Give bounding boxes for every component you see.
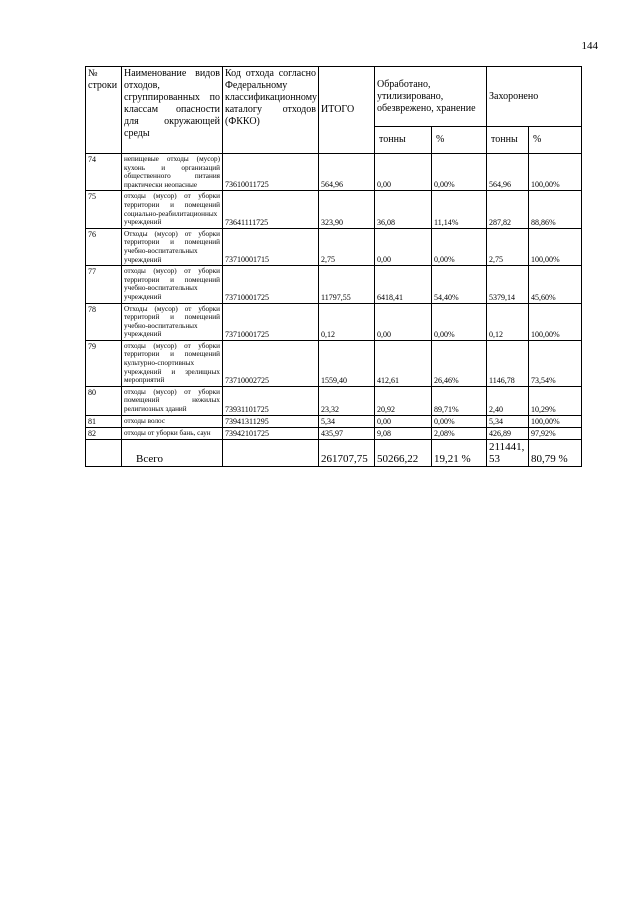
- waste-name: отходы (мусор) от уборки территории и помещений культурно-спортивных учреждений и зрелищных мероприятий: [122, 340, 223, 386]
- buried-tons: 287,82: [487, 191, 529, 228]
- processed-pct: 11,14%: [432, 191, 487, 228]
- buried-pct: 100,00%: [529, 154, 582, 191]
- total-value: 435,97: [319, 427, 375, 439]
- fkko-code: 73942101725: [223, 427, 319, 439]
- table-row: [86, 191, 582, 228]
- totals-label: Всего: [122, 439, 223, 466]
- buried-tons: 2,75: [487, 228, 529, 265]
- row-number: 82: [86, 427, 122, 439]
- processed-tons: 9,08: [375, 427, 432, 439]
- subheader-processed-tons: тонны: [375, 127, 432, 154]
- buried-pct: 100,00%: [529, 415, 582, 427]
- buried-tons: 426,89: [487, 427, 529, 439]
- fkko-code: 73641111725: [223, 191, 319, 228]
- waste-name: отходы волос: [122, 415, 223, 427]
- total-value: 1559,40: [319, 340, 375, 386]
- subheader-buried-tons: тонны: [487, 127, 529, 154]
- buried-pct: 10,29%: [529, 386, 582, 415]
- total-value: 5,34: [319, 415, 375, 427]
- row-number: 80: [86, 386, 122, 415]
- waste-name: отходы (мусор) от уборки территории и помещений учебно-воспитательных учреждений: [122, 266, 223, 303]
- processed-pct: 0,00%: [432, 303, 487, 340]
- buried-pct: 97,92%: [529, 427, 582, 439]
- processed-pct: 26,46%: [432, 340, 487, 386]
- waste-table: [85, 66, 582, 467]
- table-row: [86, 303, 582, 340]
- waste-name: отходы (мусор) от уборки территории и помещений социально-реабилитационных учреждений: [122, 191, 223, 228]
- processed-pct: 89,71%: [432, 386, 487, 415]
- buried-pct: 45,60%: [529, 266, 582, 303]
- buried-tons: 0,12: [487, 303, 529, 340]
- totals-processed-tons: 50266,22: [375, 439, 432, 466]
- processed-pct: 0,00%: [432, 415, 487, 427]
- totals-empty-cell: [223, 439, 319, 466]
- buried-pct: 100,00%: [529, 228, 582, 265]
- row-number: 76: [86, 228, 122, 265]
- header-processed: Обработано, утилизировано, обезврежено, хранение: [375, 67, 487, 127]
- header-waste-name: Наименование видов отходов, сгруппированных по классам опасности для окружающей среды: [122, 67, 223, 154]
- totals-total: 261707,75: [319, 439, 375, 466]
- buried-tons: 1146,78: [487, 340, 529, 386]
- processed-tons: 0,00: [375, 228, 432, 265]
- buried-tons: 564,96: [487, 154, 529, 191]
- row-number: 79: [86, 340, 122, 386]
- fkko-code: 73610011725: [223, 154, 319, 191]
- table-row: [86, 154, 582, 191]
- total-value: 23,32: [319, 386, 375, 415]
- header-fkko-code: Код отхода согласно Федеральному классификационному каталогу отходов (ФККО): [223, 67, 319, 154]
- header-total: ИТОГО: [319, 67, 375, 154]
- processed-pct: 0,00%: [432, 154, 487, 191]
- buried-pct: 88,86%: [529, 191, 582, 228]
- fkko-code: 73931101725: [223, 386, 319, 415]
- buried-tons: 2,40: [487, 386, 529, 415]
- table-row: [86, 266, 582, 303]
- processed-tons: 6418,41: [375, 266, 432, 303]
- waste-name: Отходы (мусор) от уборки территории и помещений учебно-воспитательных учреждений: [122, 228, 223, 265]
- fkko-code: 73710001715: [223, 228, 319, 265]
- fkko-code: 73941311295: [223, 415, 319, 427]
- totals-buried-tons: 211441,53: [487, 439, 529, 466]
- row-number: 81: [86, 415, 122, 427]
- table-row: [86, 340, 582, 386]
- buried-tons: 5,34: [487, 415, 529, 427]
- waste-name: Отходы (мусор) от уборки территорий и помещений учебно-воспитательных учреждений: [122, 303, 223, 340]
- table-header-row: [86, 67, 582, 127]
- totals-empty-cell: [86, 439, 122, 466]
- processed-tons: 20,92: [375, 386, 432, 415]
- fkko-code: 73710001725: [223, 303, 319, 340]
- buried-tons: 5379,14: [487, 266, 529, 303]
- totals-processed-pct: 19,21 %: [432, 439, 487, 466]
- table-row: [86, 415, 582, 427]
- buried-pct: 73,54%: [529, 340, 582, 386]
- waste-name: отходы (мусор) от уборки помещений нежилых религиозных зданий: [122, 386, 223, 415]
- processed-pct: 2,08%: [432, 427, 487, 439]
- processed-tons: 36,08: [375, 191, 432, 228]
- row-number: 74: [86, 154, 122, 191]
- processed-tons: 0,00: [375, 415, 432, 427]
- subheader-processed-pct: %: [432, 127, 487, 154]
- total-value: 11797,55: [319, 266, 375, 303]
- totals-row: [86, 439, 582, 466]
- processed-tons: 0,00: [375, 303, 432, 340]
- processed-tons: 412,61: [375, 340, 432, 386]
- totals-buried-pct: 80,79 %: [529, 439, 582, 466]
- page-number: 144: [581, 40, 598, 52]
- table-row: [86, 228, 582, 265]
- total-value: 564,96: [319, 154, 375, 191]
- subheader-buried-pct: %: [529, 127, 582, 154]
- total-value: 323,90: [319, 191, 375, 228]
- waste-name: отходы от уборки бань, саун: [122, 427, 223, 439]
- table-row: [86, 427, 582, 439]
- header-buried: Захоронено: [487, 67, 582, 127]
- row-number: 77: [86, 266, 122, 303]
- processed-pct: 54,40%: [432, 266, 487, 303]
- table-row: [86, 386, 582, 415]
- total-value: 2,75: [319, 228, 375, 265]
- processed-pct: 0,00%: [432, 228, 487, 265]
- fkko-code: 73710001725: [223, 266, 319, 303]
- buried-pct: 100,00%: [529, 303, 582, 340]
- processed-tons: 0,00: [375, 154, 432, 191]
- row-number: 78: [86, 303, 122, 340]
- total-value: 0,12: [319, 303, 375, 340]
- row-number: 75: [86, 191, 122, 228]
- waste-name: непищевые отходы (мусор) кухонь и организаций общественного питания практически неопасные: [122, 154, 223, 191]
- fkko-code: 73710002725: [223, 340, 319, 386]
- header-row-number: № строки: [86, 67, 122, 154]
